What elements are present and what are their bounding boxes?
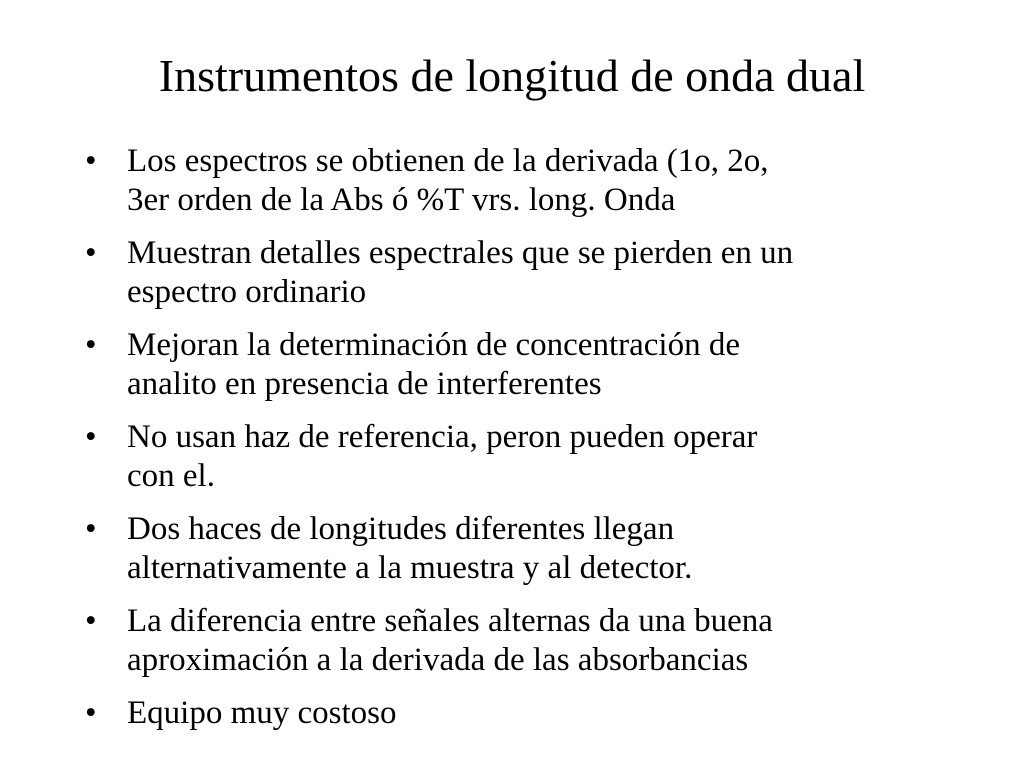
bullet-line: Equipo muy costoso [127,695,397,731]
bullet-icon: • [85,511,97,547]
bullet-line: analito en presencia de interferentes [127,366,602,402]
bullet-icon: • [85,603,97,639]
bullet-icon: • [85,327,97,363]
bullet-line: Muestran detalles espectrales que se pierden en un [127,235,794,271]
bullet-item-2 [85,234,965,312]
bullet-line: aproximación a la derivada de las absorbancias [127,642,749,678]
bullet-text [127,326,965,404]
bullet-text [127,142,965,220]
bullet-icon: • [85,143,97,179]
bullet-line: La diferencia entre señales alternas da una buena [127,603,773,639]
bullet-line: Los espectros se obtienen de la derivada (1o, 2o, [127,143,769,179]
bullet-list [85,142,965,747]
bullet-item-4 [85,418,965,496]
bullet-item-5 [85,510,965,588]
bullet-line: No usan haz de referencia, peron pueden operar [127,419,758,455]
bullet-line: Dos haces de longitudes diferentes llegan [127,511,675,547]
bullet-item-3 [85,326,965,404]
bullet-line: con el. [127,458,215,494]
bullet-line: alternativamente a la muestra y al detector. [127,550,693,586]
slide-title: Instrumentos de longitud de onda dual [158,50,866,101]
bullet-text [127,602,965,680]
bullet-item-7 [85,694,965,733]
bullet-line: 3er orden de la Abs ó %T vrs. long. Onda [127,182,676,218]
bullet-line: Mejoran la determinación de concentración de [127,327,740,363]
bullet-text [127,418,965,496]
bullet-item-1 [85,142,965,220]
bullet-text [127,694,965,733]
bullet-item-6 [85,602,965,680]
bullet-icon: • [85,419,97,455]
bullet-text [127,234,965,312]
bullet-text [127,510,965,588]
bullet-line: espectro ordinario [127,274,367,310]
bullet-icon: • [85,695,97,731]
bullet-icon: • [85,235,97,271]
